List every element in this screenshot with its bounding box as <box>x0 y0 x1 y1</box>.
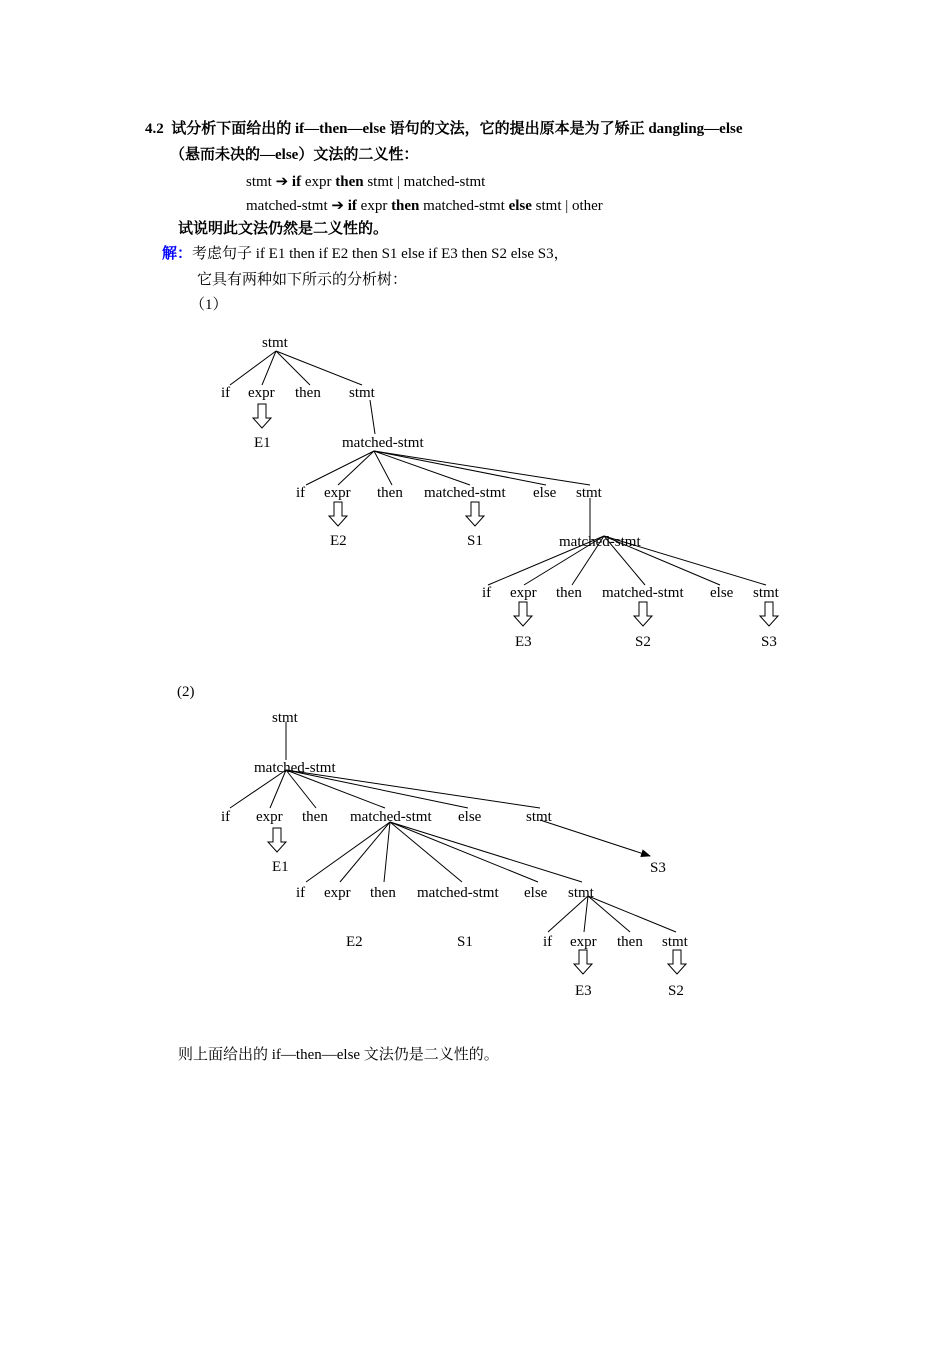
tree-node: expr <box>324 485 351 501</box>
derive-arrow-icon <box>760 602 778 626</box>
problem-task: 试说明此文法仍然是二义性的。 <box>178 221 389 237</box>
derive-arrow-icon <box>514 602 532 626</box>
tree-node: if <box>482 585 492 601</box>
tree-node: matched-stmt <box>254 760 336 776</box>
tree-node: S1 <box>467 533 483 549</box>
tree-node: then <box>617 934 643 950</box>
derive-arrow-icon <box>466 502 484 526</box>
answer-intro: 它具有两种如下所示的分析树： <box>197 272 408 288</box>
tree2-nodes <box>221 710 689 999</box>
tree-node: matched-stmt <box>350 809 432 825</box>
tree-node: stmt <box>753 585 779 601</box>
answer-sentence: 考虑句子 if E1 then if E2 then S1 else if E3 then S2 else S3， <box>192 246 569 262</box>
tree-node: S2 <box>668 983 684 999</box>
problem-title-line1 <box>145 120 743 138</box>
tree-node: stmt <box>576 485 602 501</box>
tree-node: matched-stmt <box>602 585 684 601</box>
tree-node: expr <box>570 934 597 950</box>
rule1-text1: expr <box>301 174 336 190</box>
tree-node: else <box>524 885 548 901</box>
answer-label: 解： <box>162 246 193 262</box>
tree-node: if <box>221 809 231 825</box>
rule1-arrow-icon: ➔ <box>275 172 289 190</box>
problem-number: 4.2 <box>145 121 164 137</box>
tree-node: expr <box>256 809 283 825</box>
problem-title-text: 试分析下面给出的 if—then—else 语句的文法，它的提出原本是为了矫正 dangling—else <box>171 121 743 137</box>
rule1-kw-if: if <box>291 174 302 190</box>
tree-node: else <box>710 585 734 601</box>
tree-node: expr <box>324 885 351 901</box>
tree-node: if <box>296 885 306 901</box>
tree-node: matched-stmt <box>417 885 499 901</box>
tree-node: E3 <box>575 983 592 999</box>
tree-node: if <box>543 934 553 950</box>
conclusion: 则上面给出的 if—then—else 文法仍是二义性的。 <box>178 1047 499 1063</box>
rule2-text2: matched-stmt <box>419 198 509 214</box>
tree-node: then <box>377 485 403 501</box>
derive-arrow-icon <box>634 602 652 626</box>
parse-tree-2 <box>0 700 952 1010</box>
answer-line1 <box>162 245 569 263</box>
rule2-kw-if: if <box>347 198 357 214</box>
tree-node: S3 <box>650 860 666 876</box>
tree-node: stmt <box>272 710 298 726</box>
rule1-lhs: stmt <box>246 174 272 190</box>
parse-tree-1 <box>0 330 952 670</box>
tree-node: E1 <box>272 859 289 875</box>
grammar-rule-1 <box>246 172 485 191</box>
grammar-rule-2 <box>246 196 603 215</box>
tree-node: if <box>221 385 231 401</box>
tree-node: matched-stmt <box>559 534 641 550</box>
tree-node: E1 <box>254 435 271 451</box>
rule2-arrow-icon: ➔ <box>331 196 344 214</box>
derive-arrow-icon <box>329 502 347 526</box>
tree-node: E2 <box>346 934 363 950</box>
tree-node: then <box>295 385 321 401</box>
tree-node: S2 <box>635 634 651 650</box>
rule1-text2: stmt | matched-stmt <box>363 174 486 190</box>
tree-node: then <box>302 809 328 825</box>
tree-node: else <box>533 485 557 501</box>
tree2-derive-arrows <box>268 828 686 974</box>
rule2-text3: stmt | other <box>531 198 603 214</box>
rule2-kw-then: then <box>391 198 420 214</box>
derive-arrow-icon <box>668 950 686 974</box>
tree-node: stmt <box>526 809 552 825</box>
problem-title-line2: （悬而未决的—else）文法的二义性： <box>170 147 419 163</box>
tree-node: stmt <box>568 885 594 901</box>
derive-arrow-icon <box>574 950 592 974</box>
rule1-kw-then: then <box>335 174 364 190</box>
derive-arrow-icon <box>268 828 286 852</box>
tree-node: E3 <box>515 634 532 650</box>
tree-node: expr <box>248 385 275 401</box>
tree-node: if <box>296 485 306 501</box>
tree-node: stmt <box>349 385 375 401</box>
tree2-label: (2) <box>177 684 195 700</box>
tree-node: E2 <box>330 533 347 549</box>
tree-node: else <box>458 809 482 825</box>
tree-node: stmt <box>262 335 288 351</box>
tree-node: then <box>556 585 582 601</box>
tree-node: then <box>370 885 396 901</box>
tree-node: S3 <box>761 634 777 650</box>
derive-arrow-icon <box>253 404 271 428</box>
tree-node: S1 <box>457 934 473 950</box>
tree-node: matched-stmt <box>342 435 424 451</box>
tree-node: expr <box>510 585 537 601</box>
tree-node: stmt <box>662 934 688 950</box>
rule2-kw-else: else <box>508 198 532 214</box>
rule2-lhs: matched-stmt <box>246 198 328 214</box>
tree-node: matched-stmt <box>424 485 506 501</box>
tree1-nodes <box>221 335 780 650</box>
tree1-label: （1） <box>190 297 228 313</box>
rule2-text1: expr <box>356 198 392 214</box>
